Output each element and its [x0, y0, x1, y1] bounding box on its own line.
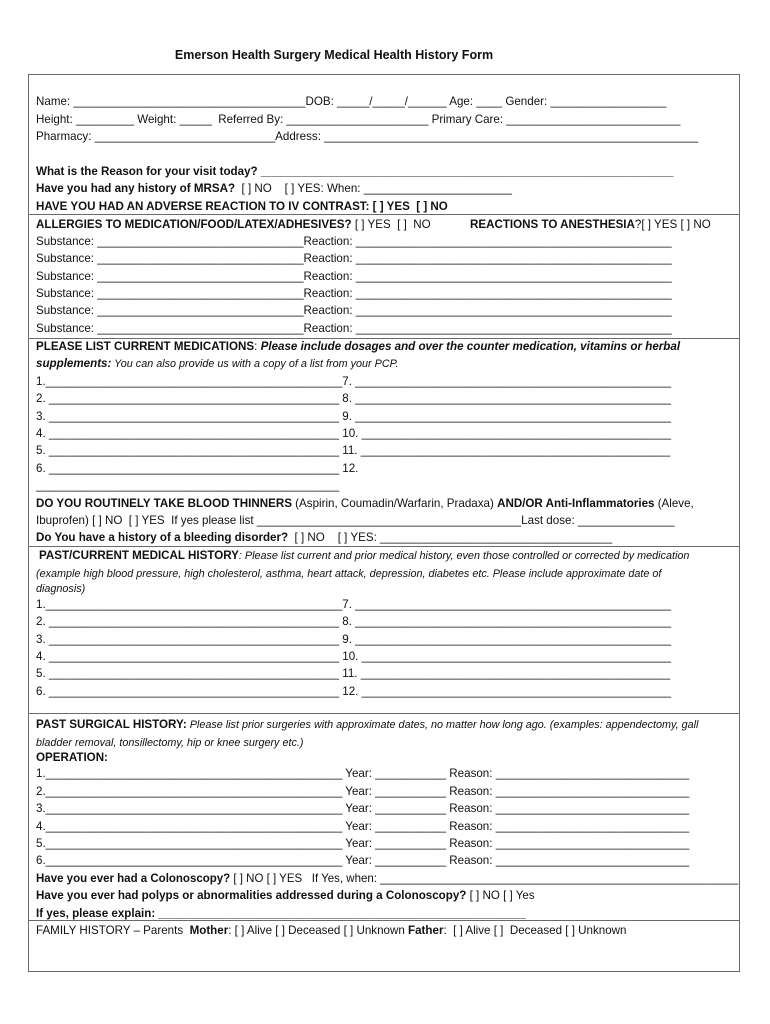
colonoscopy-options[interactable]: [ ] NO [ ] YES If Yes, when: ________________________________________________________ [230, 872, 739, 885]
father-options[interactable]: : [ ] Alive [ ] Deceased [ ] Unknown [443, 924, 627, 937]
patient-pharmacy-address[interactable]: Pharmacy: ____________________________Address: __________________________________________________________ [36, 130, 699, 143]
allergy-row[interactable]: Substance: ________________________________Reaction: _________________________________________________ [36, 235, 672, 248]
patient-height-weight-referral[interactable]: Height: _________ Weight: _____ Referred By: ______________________ Primary Care: ___________________________ [36, 113, 681, 126]
polyps-label: Have you ever had polyps or abnormalities addressed during a Colonoscopy? [36, 889, 467, 902]
allergies-header [36, 217, 431, 233]
bleeding-disorder-options[interactable]: [ ] NO [ ] YES: ____________________________________ [288, 531, 613, 544]
medical-history-instruction: : Please list current and prior medical history, even those controlled or corrected by medication [238, 550, 690, 562]
medical-history-instruction-3: diagnosis) [36, 583, 86, 595]
surgical-history-instruction: Please list prior surgeries with approximate dates, no matter how long ago. (examples: appendectomy, gall [186, 719, 699, 731]
medical-history-label: PAST/CURRENT MEDICAL HISTORY [39, 549, 239, 562]
blood-thinners-label: DO YOU ROUTINELY TAKE BLOOD THINNERS [36, 497, 292, 510]
allergy-row[interactable]: Substance: ________________________________Reaction: _________________________________________________ [36, 270, 672, 283]
medical-history-row[interactable]: 5. _____________________________________________ 11. ________________________________________________ [36, 667, 671, 680]
explain-field[interactable]: If yes, please explain: _________________________________________________________ [36, 907, 526, 920]
surgery-row[interactable]: 6.______________________________________________ Year: ___________ Reason: ______________________________ [36, 854, 690, 867]
medical-history-instruction-2: (example high blood pressure, high cholesterol, asthma, heart attack, depression, diabetes etc. Please include approximate date of [36, 568, 662, 580]
bleeding-disorder-question[interactable] [36, 530, 612, 546]
allergy-row[interactable]: Substance: ________________________________Reaction: _________________________________________________ [36, 287, 672, 300]
medications-supplements-label: supplements: [36, 357, 112, 370]
mother-label: Mother [189, 924, 229, 937]
iv-contrast-question[interactable]: HAVE YOU HAD AN ADVERSE REACTION TO IV CONTRAST: [ ] YES [ ] NO [36, 200, 448, 213]
allergy-row[interactable]: Substance: ________________________________Reaction: _________________________________________________ [36, 322, 672, 335]
anti-inflammatories-examples: (Aleve, [654, 497, 694, 510]
medications-instruction: Please include dosages and over the counter medication, vitamins or herbal [260, 340, 681, 353]
blood-thinners-question [36, 496, 694, 512]
surgical-history-instruction-2: bladder removal, tonsillectomy, hip or knee surgery etc.) [36, 737, 304, 749]
surgery-row[interactable]: 5.______________________________________________ Year: ___________ Reason: ______________________________ [36, 837, 690, 850]
medication-row[interactable]: 5. _____________________________________________ 11. ________________________________________________ [36, 444, 671, 457]
medical-history-row[interactable]: 6. _____________________________________________ 12. ________________________________________________ [36, 685, 672, 698]
medication-row[interactable]: 1.______________________________________________7. _________________________________________________ [36, 375, 672, 388]
medications-header [36, 339, 680, 355]
medical-history-row[interactable]: 3. _____________________________________________ 9. _________________________________________________ [36, 633, 672, 646]
anesthesia-label: REACTIONS TO ANESTHESIA [470, 218, 635, 231]
colonoscopy-label: Have you ever had a Colonoscopy? [36, 872, 231, 885]
blood-thinners-examples: (Aspirin, Coumadin/Warfarin, Pradaxa) [291, 497, 498, 510]
blood-thinners-options[interactable]: Ibuprofen) [ ] NO [ ] YES If yes please list _________________________________________Last dose: _______________ [36, 514, 675, 527]
surgery-row[interactable]: 2.______________________________________________ Year: ___________ Reason: ______________________________ [36, 785, 690, 798]
colonoscopy-question[interactable] [36, 871, 738, 887]
medication-row[interactable]: 3. _____________________________________________ 9. _________________________________________________ [36, 410, 672, 423]
medication-row[interactable]: 2. _____________________________________________ 8. _________________________________________________ [36, 392, 672, 405]
polyps-question[interactable] [36, 888, 535, 904]
medication-row[interactable]: 6. _____________________________________________ 12. [36, 462, 359, 475]
medication-row[interactable]: 4. _____________________________________________ 10. ________________________________________________ [36, 427, 672, 440]
medical-history-row[interactable]: 1.______________________________________________7. _________________________________________________ [36, 598, 672, 611]
medications-instruction-2 [36, 356, 398, 372]
mrsa-question[interactable] [36, 181, 512, 197]
surgical-history-label: PAST SURGICAL HISTORY: [36, 718, 187, 731]
mrsa-options[interactable]: [ ] NO [ ] YES: When: _______________________ [235, 182, 513, 195]
visit-reason-field[interactable]: What is the Reason for your visit today? ________________________________________________________________ [36, 165, 674, 178]
allergies-label: ALLERGIES TO MEDICATION/FOOD/LATEX/ADHESIVES? [36, 218, 352, 231]
surgery-row[interactable]: 4.______________________________________________ Year: ___________ Reason: ______________________________ [36, 820, 690, 833]
operation-label: OPERATION: [36, 751, 108, 764]
anti-inflammatories-label: AND/OR Anti-Inflammatories [497, 497, 655, 510]
section-divider [28, 713, 740, 714]
father-label: Father [408, 924, 444, 937]
medication-extra-line[interactable]: _______________________________________________ [36, 479, 340, 492]
polyps-options[interactable]: [ ] NO [ ] Yes [466, 889, 535, 902]
bleeding-disorder-label: Do You have a history of a bleeding disorder? [36, 531, 289, 544]
medications-header-sep: : [254, 340, 261, 353]
mrsa-label: Have you had any history of MRSA? [36, 182, 236, 195]
surgery-row[interactable]: 3.______________________________________________ Year: ___________ Reason: ______________________________ [36, 802, 690, 815]
medications-pcp-note: You can also provide us with a copy of a list from your PCP. [111, 358, 399, 370]
patient-name-dob-age-gender[interactable]: Name: ____________________________________DOB: _____/_____/______ Age: ____ Gender: __________________ [36, 95, 667, 108]
family-history-label: FAMILY HISTORY – Parents [36, 924, 190, 937]
medications-label: PLEASE LIST CURRENT MEDICATIONS [36, 340, 255, 353]
mother-options[interactable]: : [ ] Alive [ ] Deceased [ ] Unknown [228, 924, 409, 937]
medical-history-header [39, 548, 689, 564]
section-divider [28, 546, 740, 547]
form-title: Emerson Health Surgery Medical Health History Form [174, 48, 494, 62]
anesthesia-options[interactable]: ?[ ] YES [ ] NO [634, 218, 711, 231]
allergy-row[interactable]: Substance: ________________________________Reaction: _________________________________________________ [36, 252, 672, 265]
medical-history-row[interactable]: 2. _____________________________________________ 8. _________________________________________________ [36, 615, 672, 628]
medical-history-row[interactable]: 4. _____________________________________________ 10. ________________________________________________ [36, 650, 672, 663]
surgical-history-header [36, 717, 698, 733]
family-history-row[interactable] [36, 923, 626, 939]
surgery-row[interactable]: 1.______________________________________________ Year: ___________ Reason: ______________________________ [36, 767, 690, 780]
allergy-row[interactable]: Substance: ________________________________Reaction: _________________________________________________ [36, 304, 672, 317]
allergies-options[interactable]: [ ] YES [ ] NO [351, 218, 431, 231]
anesthesia-question[interactable] [470, 217, 711, 233]
